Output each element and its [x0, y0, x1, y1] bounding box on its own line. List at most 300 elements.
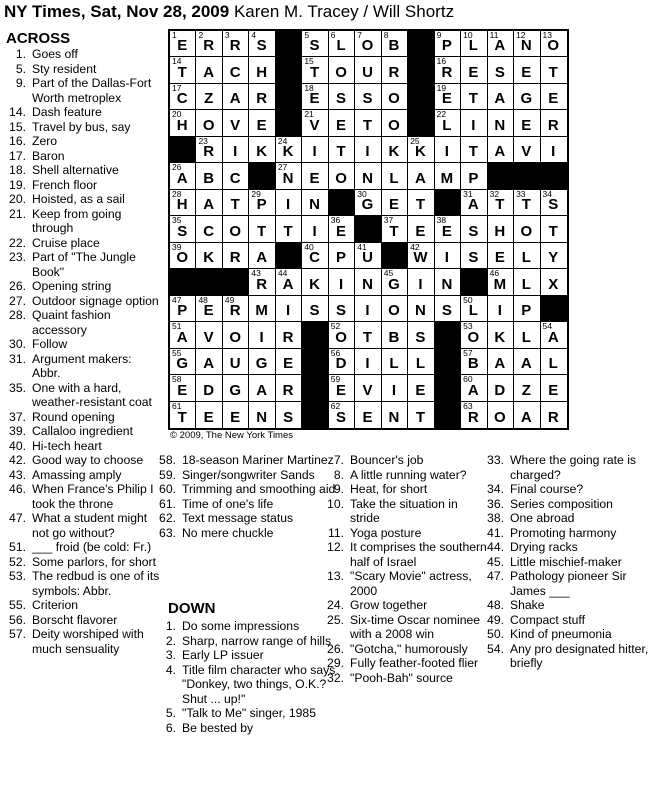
grid-cell[interactable]: [382, 163, 408, 189]
grid-cell[interactable]: [541, 110, 567, 136]
grid-cell[interactable]: [302, 190, 328, 216]
grid-cell[interactable]: [488, 243, 514, 269]
grid-cell[interactable]: [408, 375, 434, 401]
grid-cell[interactable]: [329, 110, 355, 136]
clue-text: Pathology pioneer Sir James ___: [510, 569, 627, 598]
grid-cell[interactable]: [408, 322, 434, 348]
grid-cell[interactable]: [355, 296, 381, 322]
grid-cell[interactable]: [488, 375, 514, 401]
grid-cell[interactable]: [435, 137, 461, 163]
grid-cell[interactable]: [514, 216, 540, 242]
grid-cell[interactable]: [408, 269, 434, 295]
clue-number: 4.: [165, 662, 176, 677]
grid-cell[interactable]: [329, 216, 355, 242]
cell-letter: T: [230, 196, 241, 214]
grid-cell[interactable]: [382, 296, 408, 322]
grid-cell[interactable]: [170, 322, 196, 348]
grid-cell[interactable]: [170, 216, 196, 242]
clue-text: When France's Philip I took the throne: [32, 482, 154, 511]
cell-letter: R: [441, 63, 454, 81]
grid-cell[interactable]: [382, 57, 408, 83]
grid-cell[interactable]: [170, 296, 196, 322]
grid-cell[interactable]: [329, 57, 355, 83]
grid-cell[interactable]: [329, 31, 355, 57]
grid-cell[interactable]: [196, 110, 222, 136]
grid-cell[interactable]: [461, 190, 487, 216]
grid-cell[interactable]: [276, 349, 302, 375]
cell-number: 50: [463, 294, 473, 305]
grid-cell[interactable]: [541, 190, 567, 216]
grid-cell[interactable]: [461, 137, 487, 163]
grid-cell[interactable]: [276, 137, 302, 163]
cell-letter: R: [203, 37, 216, 55]
grid-cell[interactable]: [488, 322, 514, 348]
grid-cell[interactable]: [170, 84, 196, 110]
grid-cell[interactable]: [170, 375, 196, 401]
grid-cell[interactable]: [514, 402, 540, 428]
grid-cell[interactable]: [355, 402, 381, 428]
cell-letter: M: [255, 302, 269, 320]
clue-number: 61.: [159, 496, 176, 511]
grid-cell[interactable]: [302, 216, 328, 242]
grid-cell[interactable]: [541, 243, 567, 269]
grid-cell[interactable]: [435, 57, 461, 83]
grid-cell[interactable]: [382, 322, 408, 348]
cell-letter: R: [256, 90, 269, 108]
cell-letter: O: [176, 249, 190, 267]
grid-cell[interactable]: [223, 296, 249, 322]
grid-cell[interactable]: [461, 322, 487, 348]
cell-letter: T: [415, 408, 426, 426]
black-square: [382, 243, 408, 269]
cell-letter: Z: [204, 90, 215, 108]
grid-cell[interactable]: [329, 163, 355, 189]
cell-letter: O: [229, 328, 242, 346]
grid-cell[interactable]: [488, 137, 514, 163]
grid-cell[interactable]: [276, 163, 302, 189]
grid-cell[interactable]: [541, 269, 567, 295]
grid-cell[interactable]: [196, 375, 222, 401]
clue-number: 16.: [9, 134, 26, 148]
grid-cell[interactable]: [355, 84, 381, 110]
clue-text: Yoga posture: [350, 525, 422, 540]
grid-cell[interactable]: [249, 110, 275, 136]
cell-letter: R: [467, 408, 480, 426]
grid-cell[interactable]: [329, 137, 355, 163]
grid-cell[interactable]: [541, 322, 567, 348]
cell-letter: O: [388, 116, 401, 134]
grid-cell[interactable]: [514, 269, 540, 295]
grid-cell[interactable]: [249, 296, 275, 322]
clue-number: 2.: [165, 633, 176, 648]
grid-cell[interactable]: [329, 322, 355, 348]
grid-cell[interactable]: [196, 402, 222, 428]
grid-cell[interactable]: [249, 84, 275, 110]
grid-cell[interactable]: [170, 57, 196, 83]
grid-cell[interactable]: [329, 402, 355, 428]
grid-cell[interactable]: [382, 375, 408, 401]
cell-letter: I: [365, 355, 371, 373]
grid-cell[interactable]: [196, 84, 222, 110]
grid-cell[interactable]: [170, 110, 196, 136]
grid-cell[interactable]: [302, 31, 328, 57]
grid-cell[interactable]: [355, 190, 381, 216]
cell-letter: K: [414, 143, 427, 161]
clue-text: One with a hard, weather-resistant coat: [32, 380, 152, 409]
clue-text: "Talk to Me" singer, 1985: [182, 706, 316, 720]
down-clue: [318, 497, 488, 526]
cell-letter: S: [415, 328, 427, 346]
across-clues-list-continued: [150, 453, 336, 540]
grid-cell[interactable]: [223, 243, 249, 269]
black-square: [435, 349, 461, 375]
grid-cell[interactable]: [408, 296, 434, 322]
grid-cell[interactable]: [196, 322, 222, 348]
grid-cell[interactable]: [196, 137, 222, 163]
cell-number: 29: [251, 188, 261, 199]
grid-cell[interactable]: [223, 349, 249, 375]
grid-cell[interactable]: [355, 57, 381, 83]
grid-cell[interactable]: [488, 216, 514, 242]
grid-cell[interactable]: [196, 57, 222, 83]
grid-cell[interactable]: [276, 296, 302, 322]
grid-cell[interactable]: [302, 163, 328, 189]
grid-cell[interactable]: [408, 402, 434, 428]
grid-cell[interactable]: [302, 243, 328, 269]
cell-letter: D: [335, 355, 348, 373]
grid-cell[interactable]: [408, 163, 434, 189]
grid-cell[interactable]: [196, 349, 222, 375]
grid-cell[interactable]: [435, 31, 461, 57]
cell-letter: E: [203, 408, 215, 426]
grid-cell[interactable]: [435, 163, 461, 189]
grid-cell[interactable]: [541, 402, 567, 428]
grid-cell[interactable]: [276, 269, 302, 295]
grid-cell[interactable]: [355, 137, 381, 163]
cell-letter: R: [203, 143, 216, 161]
grid-cell[interactable]: [249, 322, 275, 348]
cell-letter: U: [362, 63, 374, 81]
grid-cell[interactable]: [302, 137, 328, 163]
cell-letter: I: [365, 302, 371, 320]
grid-cell[interactable]: [302, 269, 328, 295]
grid-cell[interactable]: [196, 31, 222, 57]
grid-cell[interactable]: [355, 110, 381, 136]
cell-letter: A: [547, 328, 560, 346]
grid-cell[interactable]: [223, 375, 249, 401]
grid-cell[interactable]: [249, 243, 275, 269]
grid-cell[interactable]: [276, 322, 302, 348]
grid-cell[interactable]: [196, 163, 222, 189]
cell-letter: T: [177, 63, 188, 81]
grid-cell[interactable]: [223, 216, 249, 242]
grid-cell[interactable]: [355, 243, 381, 269]
grid-cell[interactable]: [355, 269, 381, 295]
grid-cell[interactable]: [461, 84, 487, 110]
cell-number: 3: [224, 30, 230, 40]
grid-cell[interactable]: [514, 375, 540, 401]
clue-number: 40.: [9, 438, 26, 453]
grid-cell[interactable]: [461, 349, 487, 375]
grid-cell[interactable]: [170, 190, 196, 216]
grid-cell[interactable]: [196, 296, 222, 322]
cell-letter: E: [468, 63, 480, 81]
across-clues-list: [0, 47, 160, 656]
grid-cell[interactable]: [276, 216, 302, 242]
grid-cell[interactable]: [541, 31, 567, 57]
clue-number: 28.: [9, 308, 26, 322]
grid-cell[interactable]: [382, 269, 408, 295]
cell-letter: A: [176, 328, 189, 346]
cell-letter: A: [520, 355, 533, 373]
black-square: [302, 322, 328, 348]
grid-cell[interactable]: [408, 243, 434, 269]
cell-letter: H: [256, 63, 269, 81]
grid-cell[interactable]: [461, 243, 487, 269]
grid-cell[interactable]: [382, 190, 408, 216]
grid-cell[interactable]: [488, 190, 514, 216]
grid-cell[interactable]: [170, 349, 196, 375]
cell-letter: G: [361, 196, 375, 214]
cell-letter: S: [309, 302, 321, 320]
grid-cell[interactable]: [408, 349, 434, 375]
grid-cell[interactable]: [382, 84, 408, 110]
clue-number: 1.: [15, 47, 26, 61]
crossword-grid: [168, 29, 569, 430]
clue-text: Round opening: [32, 409, 115, 424]
grid-cell[interactable]: [382, 31, 408, 57]
clue-number: 5.: [15, 61, 26, 76]
grid-cell[interactable]: [514, 243, 540, 269]
grid-cell[interactable]: [514, 31, 540, 57]
cell-number: 61: [172, 400, 182, 411]
grid-cell[interactable]: [435, 269, 461, 295]
clue-text: Title film character who says "Donkey, two things, O.K.? Shut ... up!": [182, 662, 336, 706]
grid-cell[interactable]: [408, 216, 434, 242]
grid-cell[interactable]: [514, 190, 540, 216]
grid-cell[interactable]: [461, 110, 487, 136]
clue-number: 44.: [487, 540, 504, 554]
grid-cell[interactable]: [276, 190, 302, 216]
grid-cell[interactable]: [541, 375, 567, 401]
across-clue: [0, 163, 160, 178]
grid-cell[interactable]: [488, 31, 514, 57]
grid-cell[interactable]: [249, 216, 275, 242]
grid-cell[interactable]: [249, 349, 275, 375]
grid-cell[interactable]: [249, 402, 275, 428]
grid-cell[interactable]: [382, 402, 408, 428]
cell-number: 39: [172, 241, 182, 252]
grid-cell[interactable]: [223, 84, 249, 110]
grid-cell[interactable]: [435, 243, 461, 269]
cell-letter: R: [256, 275, 269, 293]
grid-cell[interactable]: [302, 57, 328, 83]
copyright-notice: © 2009, The New York Times: [170, 430, 293, 441]
grid-cell[interactable]: [329, 84, 355, 110]
grid-cell[interactable]: [541, 84, 567, 110]
grid-cell[interactable]: [382, 137, 408, 163]
grid-cell[interactable]: [196, 190, 222, 216]
black-square: [435, 402, 461, 428]
cell-letter: L: [521, 275, 532, 293]
grid-cell[interactable]: [223, 57, 249, 83]
down-clue: [318, 468, 488, 483]
black-square: [435, 190, 461, 216]
grid-cell[interactable]: [514, 349, 540, 375]
cell-letter: L: [468, 302, 479, 320]
clue-text: Part of the Dallas-Fort Worth metroplex: [32, 76, 152, 105]
grid-cell[interactable]: [514, 322, 540, 348]
clue-number: 26.: [9, 279, 26, 293]
grid-cell[interactable]: [355, 163, 381, 189]
grid-cell[interactable]: [355, 31, 381, 57]
grid-cell[interactable]: [223, 402, 249, 428]
cell-letter: K: [203, 249, 216, 267]
across-clue: [0, 453, 160, 468]
grid-cell[interactable]: [461, 375, 487, 401]
grid-cell[interactable]: [223, 322, 249, 348]
down-clue: [318, 540, 488, 569]
clue-number: 13.: [327, 569, 344, 583]
black-square: [408, 31, 434, 57]
grid-cell[interactable]: [302, 84, 328, 110]
grid-cell[interactable]: [329, 349, 355, 375]
grid-cell[interactable]: [170, 31, 196, 57]
grid-cell[interactable]: [514, 296, 540, 322]
grid-cell[interactable]: [514, 84, 540, 110]
clue-text: Keep from going through: [32, 206, 122, 235]
grid-cell[interactable]: [329, 375, 355, 401]
grid-cell[interactable]: [514, 137, 540, 163]
black-square: [408, 110, 434, 136]
clue-number: 35.: [9, 380, 26, 395]
grid-cell[interactable]: [223, 137, 249, 163]
cell-letter: P: [468, 169, 480, 187]
cell-letter: T: [362, 328, 374, 346]
grid-cell[interactable]: [223, 31, 249, 57]
grid-cell[interactable]: [488, 296, 514, 322]
grid-cell[interactable]: [329, 296, 355, 322]
grid-cell[interactable]: [488, 349, 514, 375]
grid-cell[interactable]: [488, 110, 514, 136]
cell-number: 6: [330, 30, 336, 40]
grid-cell[interactable]: [435, 84, 461, 110]
grid-cell[interactable]: [223, 190, 249, 216]
down-clue: [318, 642, 488, 657]
grid-cell[interactable]: [249, 375, 275, 401]
grid-cell[interactable]: [408, 137, 434, 163]
grid-cell[interactable]: [355, 349, 381, 375]
clue-text: 18-season Mariner Martinez: [182, 453, 334, 467]
grid-cell[interactable]: [461, 31, 487, 57]
cell-letter: E: [309, 90, 321, 108]
clue-text: Good way to choose: [32, 453, 144, 467]
cell-letter: K: [494, 328, 507, 346]
grid-cell[interactable]: [488, 84, 514, 110]
grid-cell[interactable]: [541, 349, 567, 375]
cell-letter: V: [521, 143, 533, 161]
grid-cell[interactable]: [435, 110, 461, 136]
grid-cell[interactable]: [170, 402, 196, 428]
grid-cell[interactable]: [196, 216, 222, 242]
clue-text: Argument makers: Abbr.: [32, 351, 132, 380]
black-square: [249, 163, 275, 189]
down-clue: [478, 526, 650, 541]
grid-cell[interactable]: [541, 137, 567, 163]
clue-text: Amassing amply: [32, 467, 122, 482]
grid-cell[interactable]: [541, 216, 567, 242]
grid-cell[interactable]: [461, 296, 487, 322]
grid-cell[interactable]: [461, 402, 487, 428]
grid-cell[interactable]: [329, 269, 355, 295]
grid-cell[interactable]: [223, 163, 249, 189]
clue-number: 56.: [9, 612, 26, 627]
cell-number: 13: [542, 30, 552, 40]
grid-cell[interactable]: [276, 402, 302, 428]
clue-number: 59.: [159, 467, 176, 482]
grid-cell[interactable]: [382, 216, 408, 242]
clue-number: 1.: [165, 619, 176, 633]
clue-text: ___ froid (be cold: Fr.): [32, 540, 152, 554]
grid-cell[interactable]: [382, 349, 408, 375]
grid-cell[interactable]: [223, 110, 249, 136]
grid-cell[interactable]: [488, 269, 514, 295]
cell-letter: I: [444, 249, 450, 267]
cell-letter: H: [176, 116, 189, 134]
grid-cell[interactable]: [461, 216, 487, 242]
grid-cell[interactable]: [541, 57, 567, 83]
grid-cell[interactable]: [435, 296, 461, 322]
grid-cell[interactable]: [302, 296, 328, 322]
grid-cell[interactable]: [249, 190, 275, 216]
clue-number: 41.: [487, 525, 504, 540]
cell-number: 9: [436, 30, 442, 40]
grid-cell[interactable]: [249, 57, 275, 83]
grid-cell[interactable]: [435, 216, 461, 242]
grid-cell[interactable]: [249, 269, 275, 295]
clue-number: 58.: [159, 453, 176, 467]
grid-cell[interactable]: [514, 110, 540, 136]
grid-cell[interactable]: [249, 137, 275, 163]
grid-cell[interactable]: [488, 402, 514, 428]
grid-cell[interactable]: [461, 57, 487, 83]
grid-cell[interactable]: [382, 110, 408, 136]
grid-cell[interactable]: [488, 57, 514, 83]
grid-cell[interactable]: [249, 31, 275, 57]
grid-cell[interactable]: [461, 163, 487, 189]
cell-number: 1: [172, 30, 177, 40]
grid-cell[interactable]: [196, 243, 222, 269]
grid-cell[interactable]: [408, 190, 434, 216]
across-clue: [0, 337, 160, 352]
black-square: [329, 190, 355, 216]
grid-cell[interactable]: [170, 243, 196, 269]
grid-cell[interactable]: [170, 163, 196, 189]
grid-cell[interactable]: [302, 110, 328, 136]
grid-cell[interactable]: [355, 375, 381, 401]
cell-letter: O: [467, 328, 481, 346]
cell-letter: T: [495, 196, 506, 214]
grid-cell[interactable]: [329, 243, 355, 269]
grid-cell[interactable]: [276, 375, 302, 401]
grid-cell[interactable]: [355, 322, 381, 348]
grid-cell[interactable]: [514, 57, 540, 83]
cell-number: 8: [383, 30, 389, 40]
clue-number: 20.: [9, 192, 26, 206]
across-clue: [0, 468, 160, 483]
cell-letter: G: [255, 355, 269, 373]
cell-letter: S: [336, 302, 348, 320]
